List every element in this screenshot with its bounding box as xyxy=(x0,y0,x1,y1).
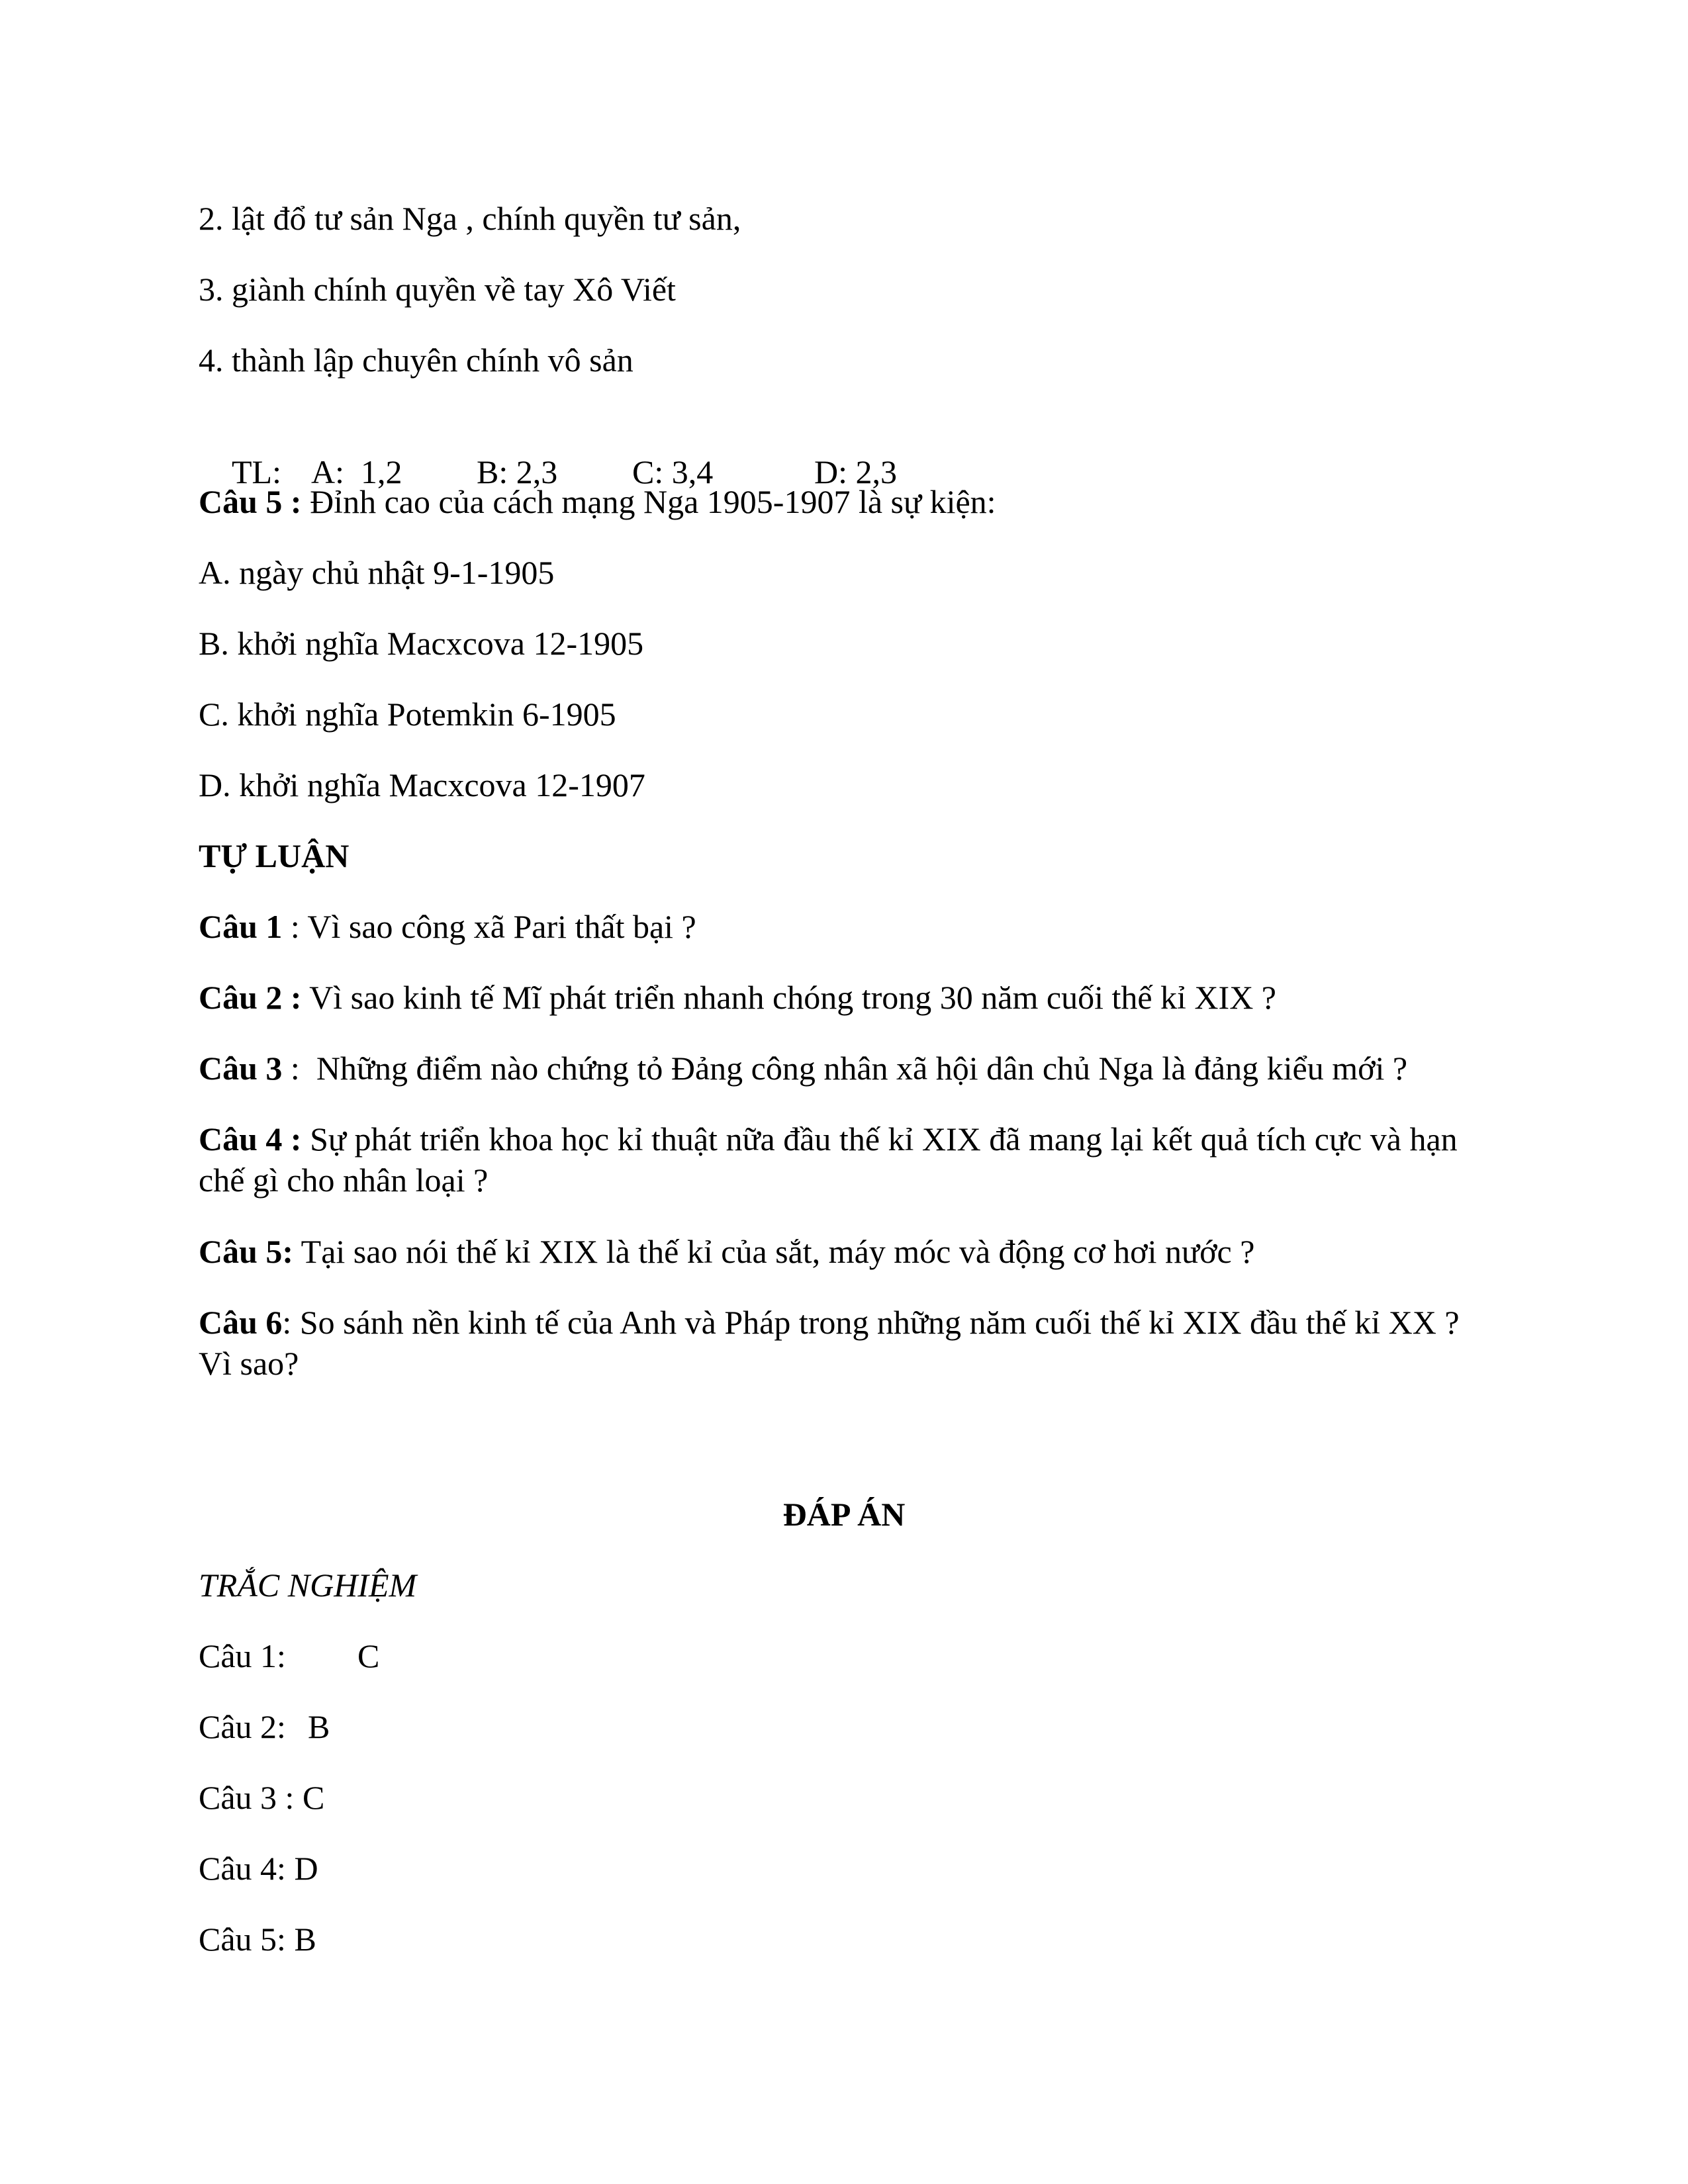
answer-label: Câu 3 : xyxy=(199,1779,295,1816)
answer-item xyxy=(199,1706,330,1747)
question-5-option-b: B. khởi nghĩa Macxcova 12-1905 xyxy=(199,625,644,662)
answer-value: B xyxy=(308,1708,330,1745)
essay-question-6 xyxy=(199,1302,1470,1384)
answer-item xyxy=(199,1919,316,1960)
essay-question-label: Câu 1 xyxy=(199,908,283,945)
essay-question-5 xyxy=(199,1231,1254,1272)
essay-title: TỰ LUẬN xyxy=(199,837,350,874)
essay-question-3 xyxy=(199,1048,1407,1089)
essay-question-label: Câu 4 : xyxy=(199,1120,302,1158)
essay-question-text: : Vì sao công xã Pari thất bại ? xyxy=(282,908,696,945)
answer-value: C xyxy=(302,1779,325,1816)
tl-option-a: A: 1,2 xyxy=(311,453,402,490)
option-4: 4. thành lập chuyên chính vô sản xyxy=(199,341,633,379)
question-5 xyxy=(199,481,996,522)
question-5-option-d: D. khởi nghĩa Macxcova 12-1907 xyxy=(199,766,645,803)
essay-question-label: Câu 2 : xyxy=(199,979,302,1016)
tl-option-c: C: 3,4 xyxy=(632,453,714,490)
option-3: 3. giành chính quyền về tay Xô Viết xyxy=(199,271,676,308)
tl-option-b: B: 2,3 xyxy=(477,453,558,490)
essay-question-4 xyxy=(199,1118,1470,1201)
tl-label: TL: xyxy=(232,453,281,490)
essay-question-text: Tại sao nói thế kỉ XIX là thế kỉ của sắt, máy móc và động cơ hơi nước ? xyxy=(293,1233,1255,1270)
answer-value: B xyxy=(294,1921,316,1958)
answer-item xyxy=(199,1848,318,1889)
essay-question-label: Câu 6 xyxy=(199,1304,283,1341)
essay-question-1 xyxy=(199,906,696,947)
question-5-option-a: A. ngày chủ nhật 9-1-1905 xyxy=(199,554,555,591)
essay-question-text: : Những điểm nào chứng tỏ Đảng công nhân xã hội dân chủ Nga là đảng kiểu mới ? xyxy=(282,1050,1408,1087)
option-2: 2. lật đổ tư sản Nga , chính quyền tư sản, xyxy=(199,200,741,237)
answer-value: C xyxy=(357,1637,380,1674)
question-5-text: Đỉnh cao của cách mạng Nga 1905-1907 là sự kiện: xyxy=(301,483,996,520)
answers-section-title: TRẮC NGHIỆM xyxy=(199,1567,417,1604)
answer-label: Câu 1: xyxy=(199,1637,286,1674)
answer-item xyxy=(199,1635,379,1676)
answer-item xyxy=(199,1777,324,1818)
essay-question-text: Vì sao kinh tế Mĩ phát triển nhanh chóng trong 30 năm cuối thế kỉ XIX ? xyxy=(301,979,1276,1016)
answer-value: D xyxy=(294,1850,318,1887)
answer-label: Câu 4: xyxy=(199,1850,286,1887)
question-5-option-c: C. khởi nghĩa Potemkin 6-1905 xyxy=(199,696,616,733)
answers-title: ĐÁP ÁN xyxy=(782,1496,906,1533)
essay-question-text: : So sánh nền kinh tế của Anh và Pháp trong những năm cuối thế kỉ XIX đầu thế kỉ XX ? Vì sao? xyxy=(199,1304,1460,1382)
essay-question-label: Câu 5: xyxy=(199,1233,294,1270)
answer-label: Câu 2: xyxy=(199,1708,286,1745)
essay-question-text: Sự phát triển khoa học kỉ thuật nữa đầu thế kỉ XIX đã mang lại kết quả tích cực và hạn chế gì cho nhân loại ? xyxy=(199,1120,1458,1199)
answer-label: Câu 5: xyxy=(199,1921,286,1958)
essay-question-2 xyxy=(199,977,1276,1018)
tl-option-d: D: 2,3 xyxy=(814,453,897,490)
essay-question-label: Câu 3 xyxy=(199,1050,283,1087)
document-page xyxy=(199,0,1489,2184)
question-5-label: Câu 5 : xyxy=(199,483,302,520)
